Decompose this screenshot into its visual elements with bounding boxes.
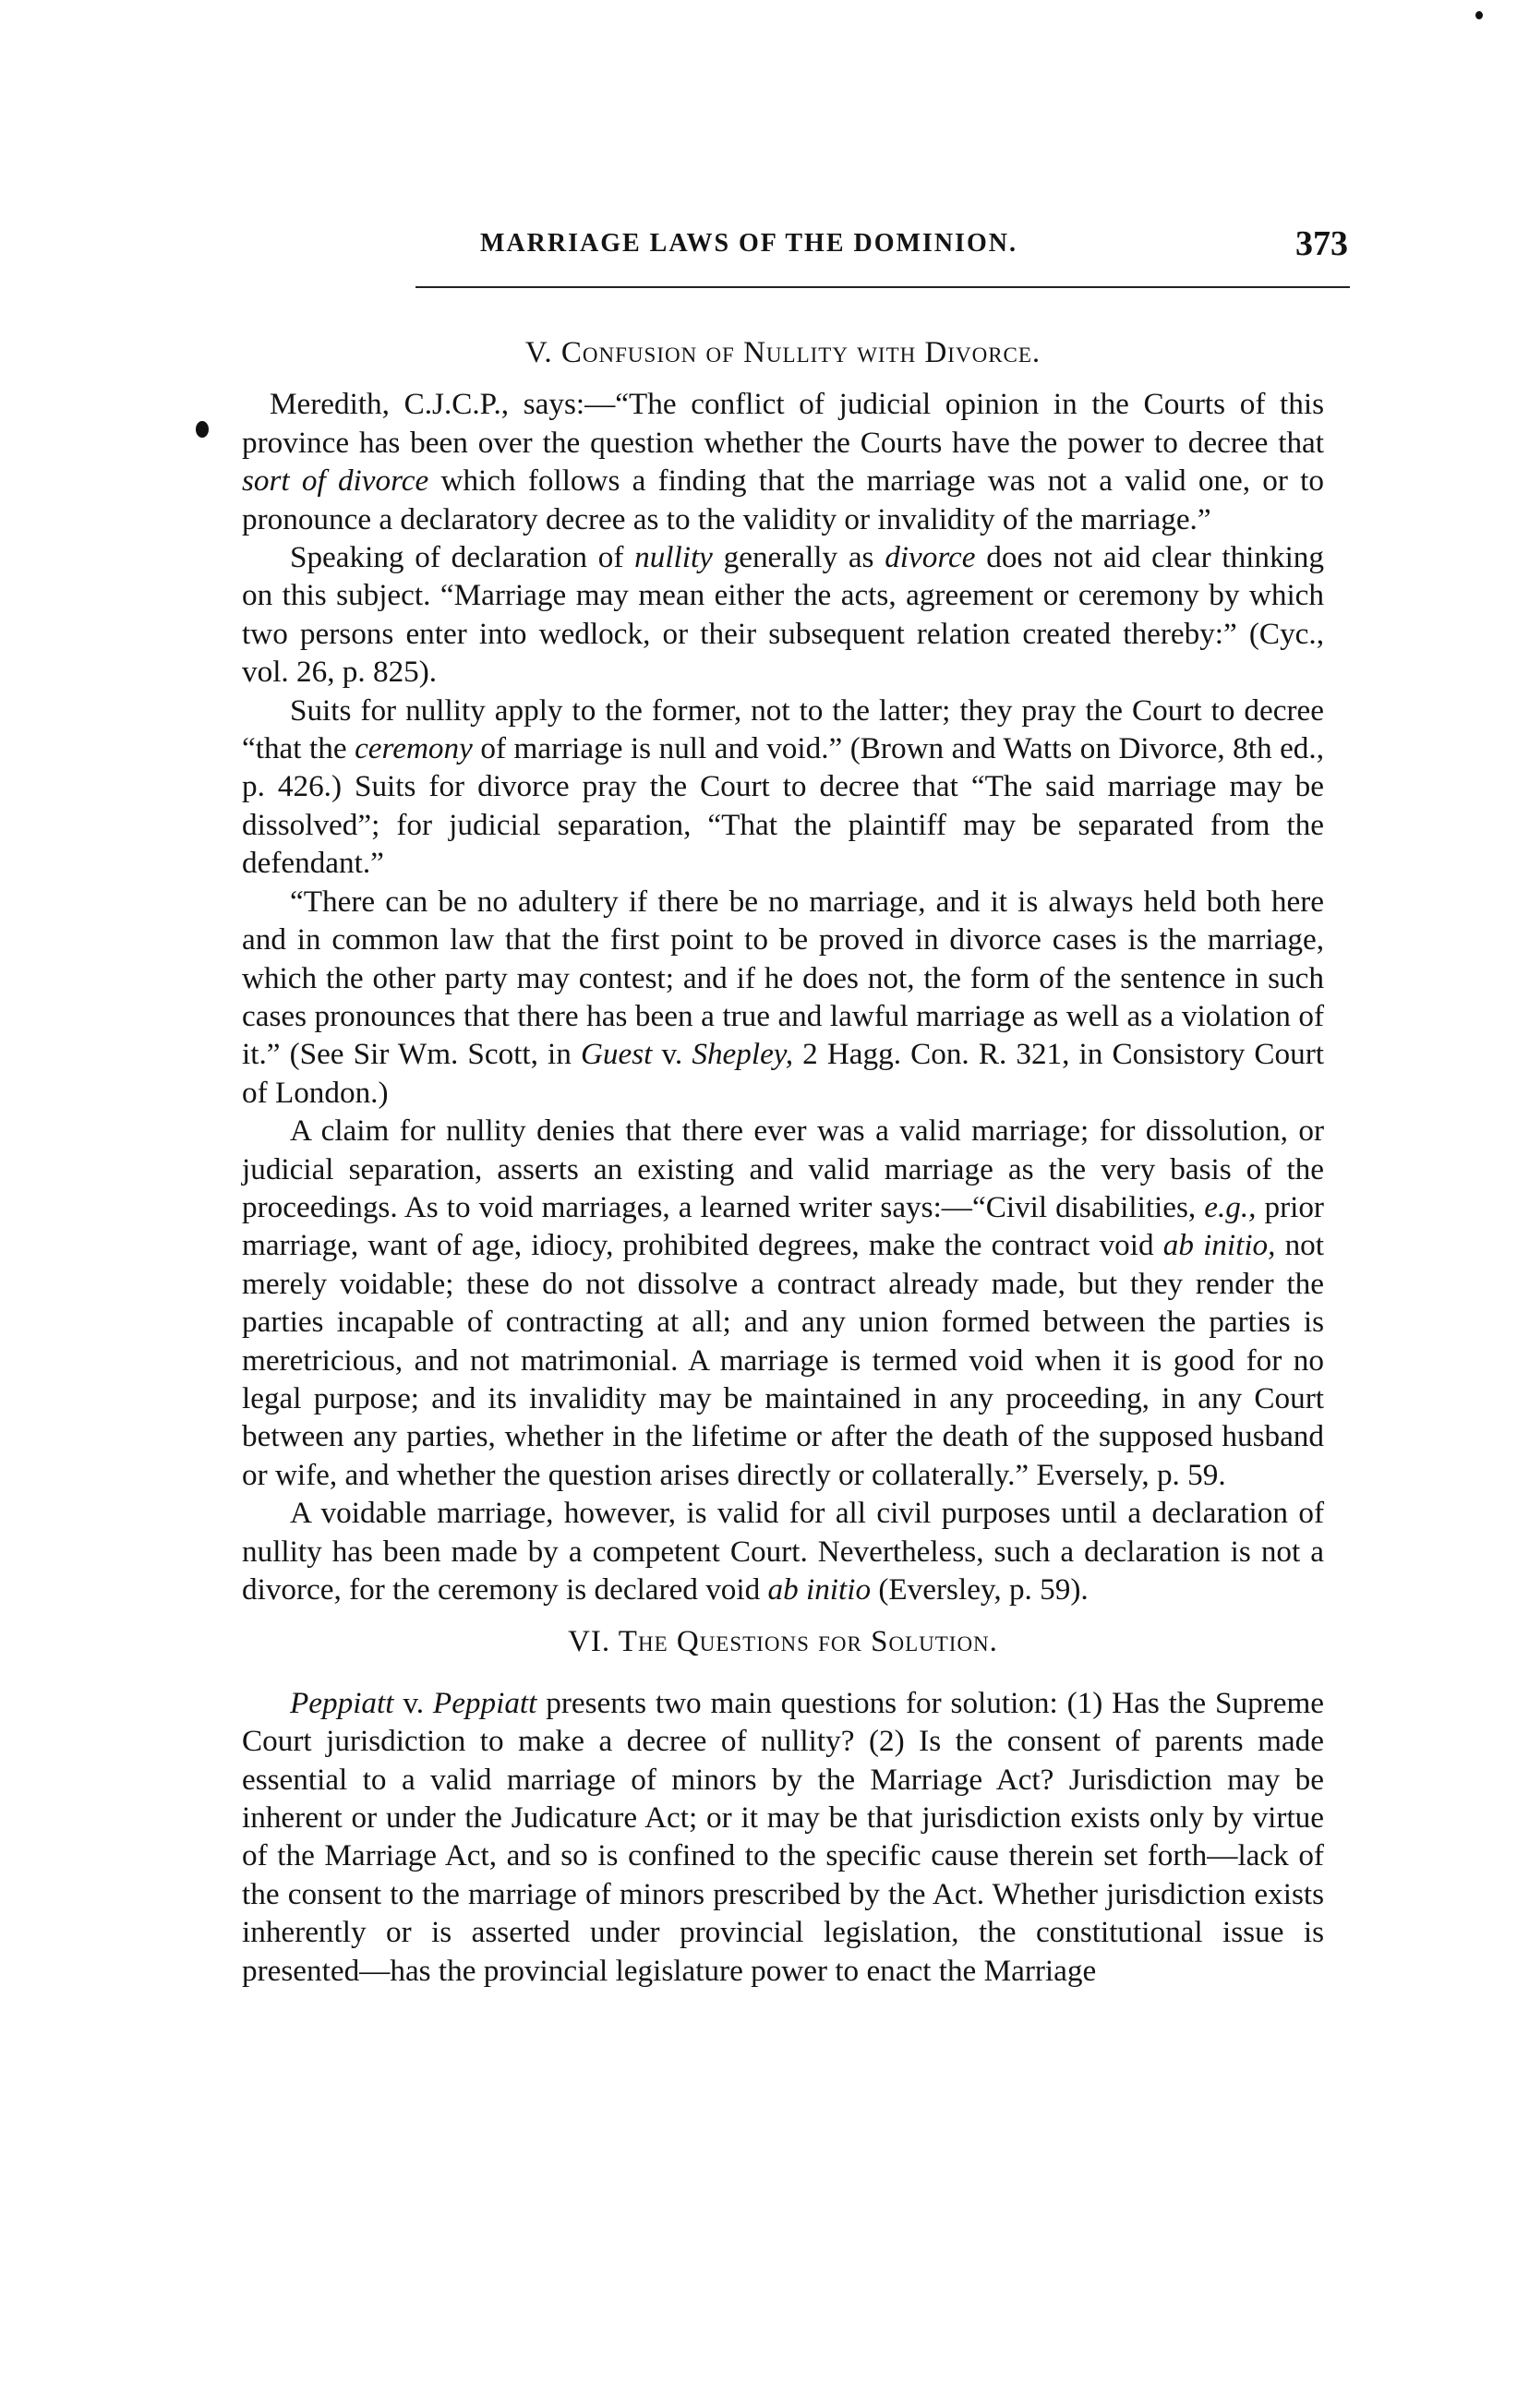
paragraph: A voidable marriage, however, is valid for all civil purposes until a declaration of nullity has been made by a competent Court. Nevertheless, such a declaration is not a divorce, for the ceremony is declared void ab initio (Eversley, p. 59). xyxy=(242,1496,1324,1607)
section-heading-vi: VI. The Questions for Solution. xyxy=(568,1625,998,1659)
page-header xyxy=(462,225,1348,270)
paragraph: “There can be no adultery if there be no marriage, and it is always held both here and in common law that the first point to be proved in divorce cases is the marriage, which the other party may contest; and if he does not, the form of the sentence in such cases pronounces that there has been a true and lawful marriage as well as a violation of it.” (See Sir Wm. Scott, in Guest v. Shepley, 2 Hagg. Con. R. 321, in Consistory Court of London.) xyxy=(242,884,1324,1110)
paragraph: A claim for nullity denies that there ever was a valid marriage; for dissolution, or judicial separation, asserts an existing and valid marriage as the very basis of the proceedings. As to void marriages, a learned writer says:—“Civil disabilities, e.g., prior marriage, want of age, idiocy, prohibited degrees, make the contract void ab initio, not merely voidable; these do not dissolve a contract already made, but they render the parties incapable of contracting at all; and any union formed between the parties is meretricious, and not matrimonial. A marriage is termed void when it is good for no legal purpose; and its invalidity may be maintained in any proceeding, in any Court between any parties, whether in the lifetime or after the death of the supposed husband or wife, and whether the question arises directly or collaterally.” Eversely, p. 59. xyxy=(242,1114,1324,1492)
header-rule xyxy=(415,286,1350,288)
paragraph: Meredith, C.J.C.P., says:—“The conflict of judicial opinion in the Courts of this province has been over the question whether the Courts have the power to decree that sort of divorce which follows a finding that the marriage was not a valid one, or to pronounce a declaratory decree as to the validity or invalidity of the marriage.” xyxy=(242,387,1324,536)
running-title: MARRIAGE LAWS OF THE DOMINION. xyxy=(480,229,1017,258)
paragraph: Suits for nullity apply to the former, not to the latter; they pray the Court to decree “that the ceremony of marriage is null and void.” (Brown and Watts on Divorce, 8th ed., p. 426.) Suits for divorce pray the Court to decree that “The said marriage may be dissolved”; for judicial separation, “That the plaintiff may be separated from the defendant.” xyxy=(242,692,1324,881)
ink-speck xyxy=(196,421,209,438)
paragraph: Speaking of declaration of nullity generally as divorce does not aid clear thinking on this subject. “Marriage may mean either the acts, agreement or ceremony by which two persons enter into wedlock, or their subsequent relation created thereby:” (Cyc., vol. 26, p. 825). xyxy=(242,540,1324,690)
ink-speck xyxy=(1475,11,1483,19)
page-body xyxy=(242,334,1324,1990)
section-heading-v: V. Confusion of Nullity with Divorce. xyxy=(524,336,1041,369)
page-number: 373 xyxy=(1295,224,1348,263)
paragraph: Peppiatt v. Peppiatt presents two main questions for solution: (1) Has the Supreme Court jurisdiction to make a decree of nullity? (2) Is the consent of parents made essential to a valid marriage of minors by the Marriage Act? Jurisdiction may be inherent or under the Judicature Act; or it may be that jurisdiction exists only by virtue of the Marriage Act, and so is confined to the specific cause therein set forth—lack of the consent to the marriage of minors prescribed by the Act. Whether jurisdiction exists inherently or is asserted under provincial legislation, the constitutional issue is presented—has the provincial legislature power to enact the Marriage xyxy=(242,1685,1324,1988)
